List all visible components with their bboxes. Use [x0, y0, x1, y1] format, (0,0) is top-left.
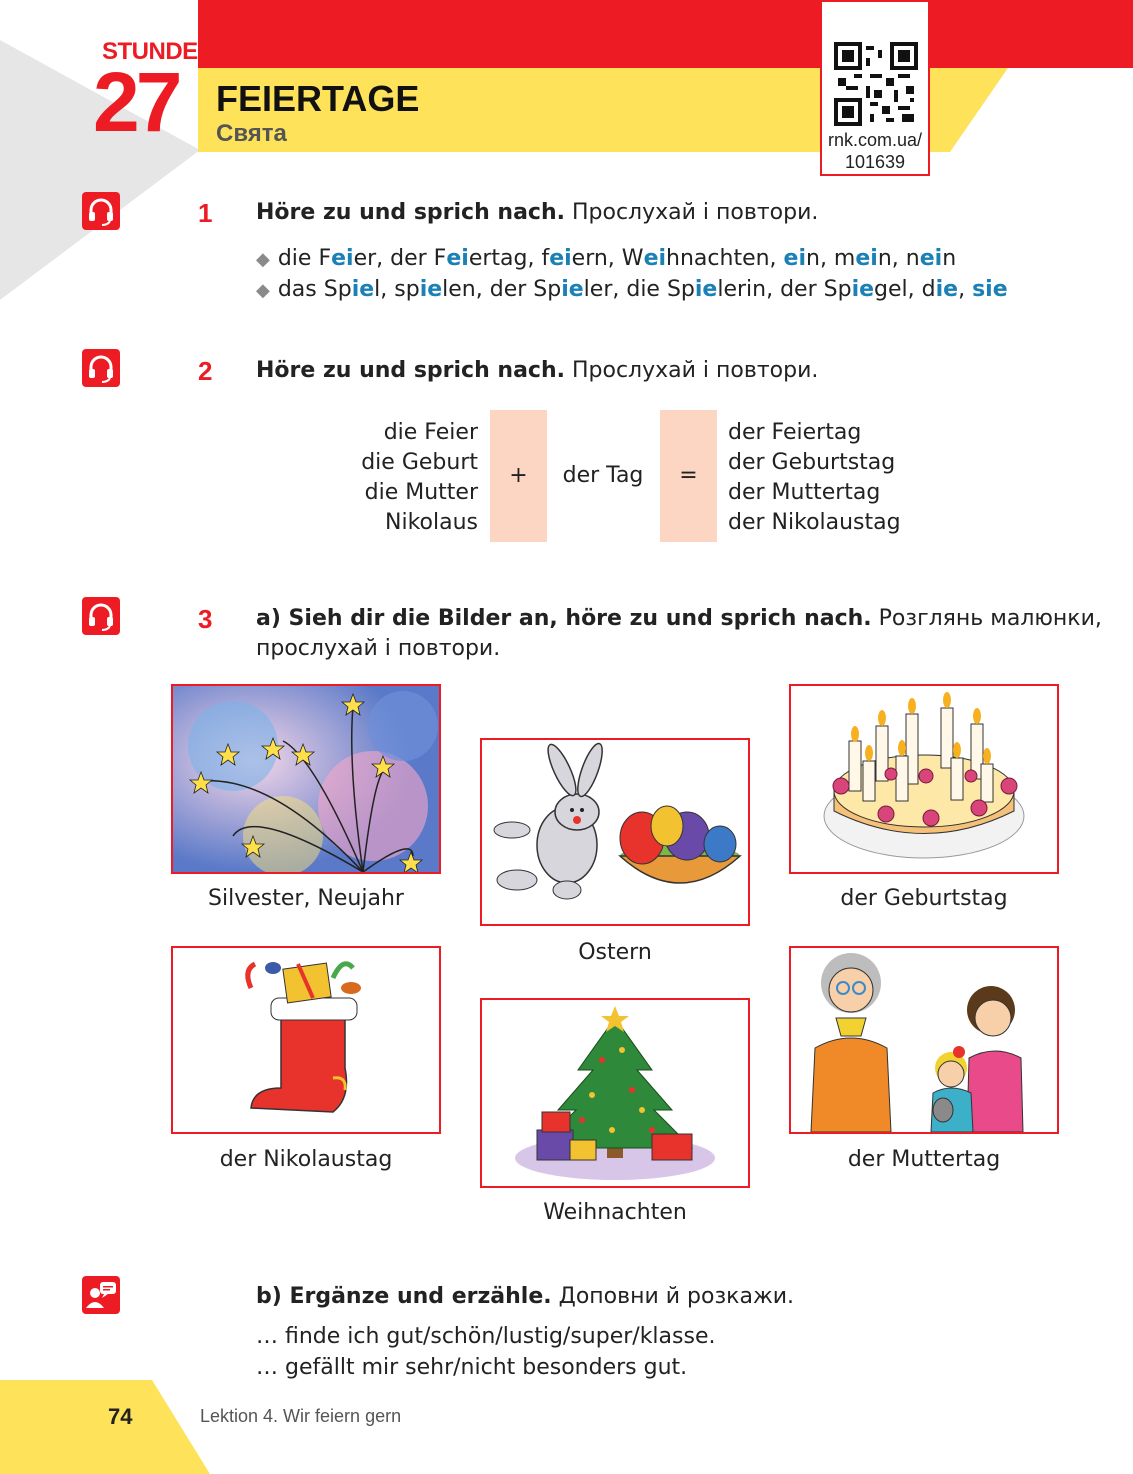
highlighted-letters: ie — [351, 277, 375, 302]
muttertag-picture — [789, 946, 1059, 1134]
word-text: hnachten, — [666, 246, 784, 271]
diamond-bullet-icon: ◆ — [256, 280, 270, 301]
instruction-de: b) Ergänze und erzähle. — [256, 1284, 552, 1309]
equals-sign: = — [679, 463, 698, 488]
highlighted-letters: ie — [694, 277, 718, 302]
qr-url-line1[interactable]: rnk.com.ua/ — [827, 130, 923, 150]
qr-url-line2[interactable]: 101639 — [844, 152, 906, 172]
exercise-3b-line-1: … finde ich gut/schön/lustig/super/klasse. — [256, 1324, 716, 1349]
weihnachten-picture — [480, 998, 750, 1188]
instruction-uk: Розглянь малюнки, — [878, 606, 1102, 631]
word: die Geburt — [361, 450, 478, 475]
exercise-3b-line-2: … gefällt mir sehr/nicht besonders gut. — [256, 1355, 688, 1380]
exercise-3-number: 3 — [198, 604, 213, 634]
footer-yellow-shape — [0, 1380, 210, 1474]
diamond-bullet-icon: ◆ — [256, 249, 270, 270]
equals-box — [660, 410, 717, 542]
highlighted-letters: ei — [783, 246, 806, 271]
word: der Geburtstag — [728, 450, 896, 475]
word: Nikolaus — [385, 510, 478, 535]
instruction-uk: Прослухай і повтори. — [571, 200, 819, 225]
caption-nikolaustag: der Nikolaustag — [219, 1147, 393, 1172]
highlighted-letters: ei — [855, 246, 878, 271]
instruction-de: a) Sieh dir die Bilder an, höre zu und sprich nach. — [256, 606, 872, 631]
exercise-1-line-2 — [256, 277, 1008, 302]
exercise-2-number: 2 — [198, 356, 213, 386]
lesson-number: 27 — [93, 55, 179, 149]
caption-muttertag: der Muttertag — [847, 1147, 1001, 1172]
word: der Nikolaustag — [728, 510, 901, 535]
word-text: ertag, f — [468, 246, 550, 271]
word-list — [278, 277, 1008, 302]
ostern-picture — [480, 738, 750, 926]
qr-code-box[interactable] — [820, 0, 930, 176]
header-red-band — [198, 0, 1133, 68]
word-text: n, m — [806, 246, 856, 271]
word-text: n, n — [877, 246, 920, 271]
exercise-2-instruction — [256, 358, 818, 383]
exercise-1-instruction — [256, 200, 818, 225]
exercise-1-line-1 — [256, 246, 956, 271]
highlighted-letters: ie — [419, 277, 443, 302]
highlighted-letters: ei — [331, 246, 354, 271]
instruction-uk: Доповни й розкажи. — [558, 1284, 795, 1309]
stunde-label: STUNDE — [102, 38, 198, 65]
word: die Feier — [383, 420, 478, 445]
word-text: n — [942, 246, 957, 271]
page-subtitle: Свята — [216, 120, 287, 147]
instruction-uk: Прослухай і повтори. — [571, 358, 819, 383]
word: der Feiertag — [728, 420, 862, 445]
silvester-picture — [171, 684, 441, 874]
word-text: das Sp — [277, 277, 352, 302]
highlighted-letters: ei — [549, 246, 572, 271]
page-title: FEIERTAGE — [216, 78, 420, 119]
highlighted-letters: ie — [935, 277, 959, 302]
caption-ostern: Ostern — [578, 940, 652, 965]
highlighted-letters: ie — [851, 277, 875, 302]
highlighted-letters: ei — [919, 246, 943, 271]
word-text: er, der F — [353, 246, 447, 271]
highlighted-letters: sie — [972, 277, 1008, 302]
geburtstag-picture — [789, 684, 1059, 874]
word-list — [278, 246, 956, 271]
exercise-3-instruction — [256, 606, 1102, 631]
right-word-column — [728, 418, 901, 538]
headphones-icon[interactable] — [82, 192, 120, 230]
qr-code-icon[interactable] — [834, 42, 918, 126]
highlighted-letters: ei — [446, 246, 469, 271]
headphones-icon[interactable] — [82, 597, 120, 635]
word-text: len, der Sp — [442, 277, 562, 302]
caption-silvester: Silvester, Neujahr — [208, 886, 404, 911]
footer-lesson-text: Lektion 4. Wir feiern gern — [200, 1406, 402, 1426]
headphones-icon[interactable] — [82, 349, 120, 387]
nikolaustag-picture — [171, 946, 441, 1134]
plus-sign: + — [509, 463, 528, 488]
word-text: l, sp — [374, 277, 420, 302]
middle-word: der Tag — [562, 463, 644, 488]
caption-weihnachten: Weihnachten — [543, 1200, 687, 1225]
highlighted-letters: ei — [643, 246, 667, 271]
page-number: 74 — [108, 1404, 133, 1429]
word-text: gel, d — [874, 277, 936, 302]
word-text: , — [958, 277, 973, 302]
exercise-1-number: 1 — [198, 198, 213, 228]
word-text: ern, W — [571, 246, 644, 271]
word-text: ler, die Sp — [583, 277, 695, 302]
word-text: lerin, der Sp — [717, 277, 852, 302]
instruction-de: Höre zu und sprich nach. — [256, 200, 565, 225]
exercise-3b-instruction — [256, 1284, 794, 1309]
caption-geburtstag: der Geburtstag — [840, 886, 1008, 911]
exercise-3-instruction-line-2: прослухай і повтори. — [256, 636, 501, 661]
plus-box — [490, 410, 547, 542]
highlighted-letters: ie — [561, 277, 584, 302]
word: der Muttertag — [728, 480, 881, 505]
instruction-de: Höre zu und sprich nach. — [256, 358, 565, 383]
word: die Mutter — [364, 480, 478, 505]
word-text: die F — [277, 246, 332, 271]
speech-bubble-icon[interactable] — [82, 1276, 120, 1314]
left-word-column — [318, 418, 478, 538]
